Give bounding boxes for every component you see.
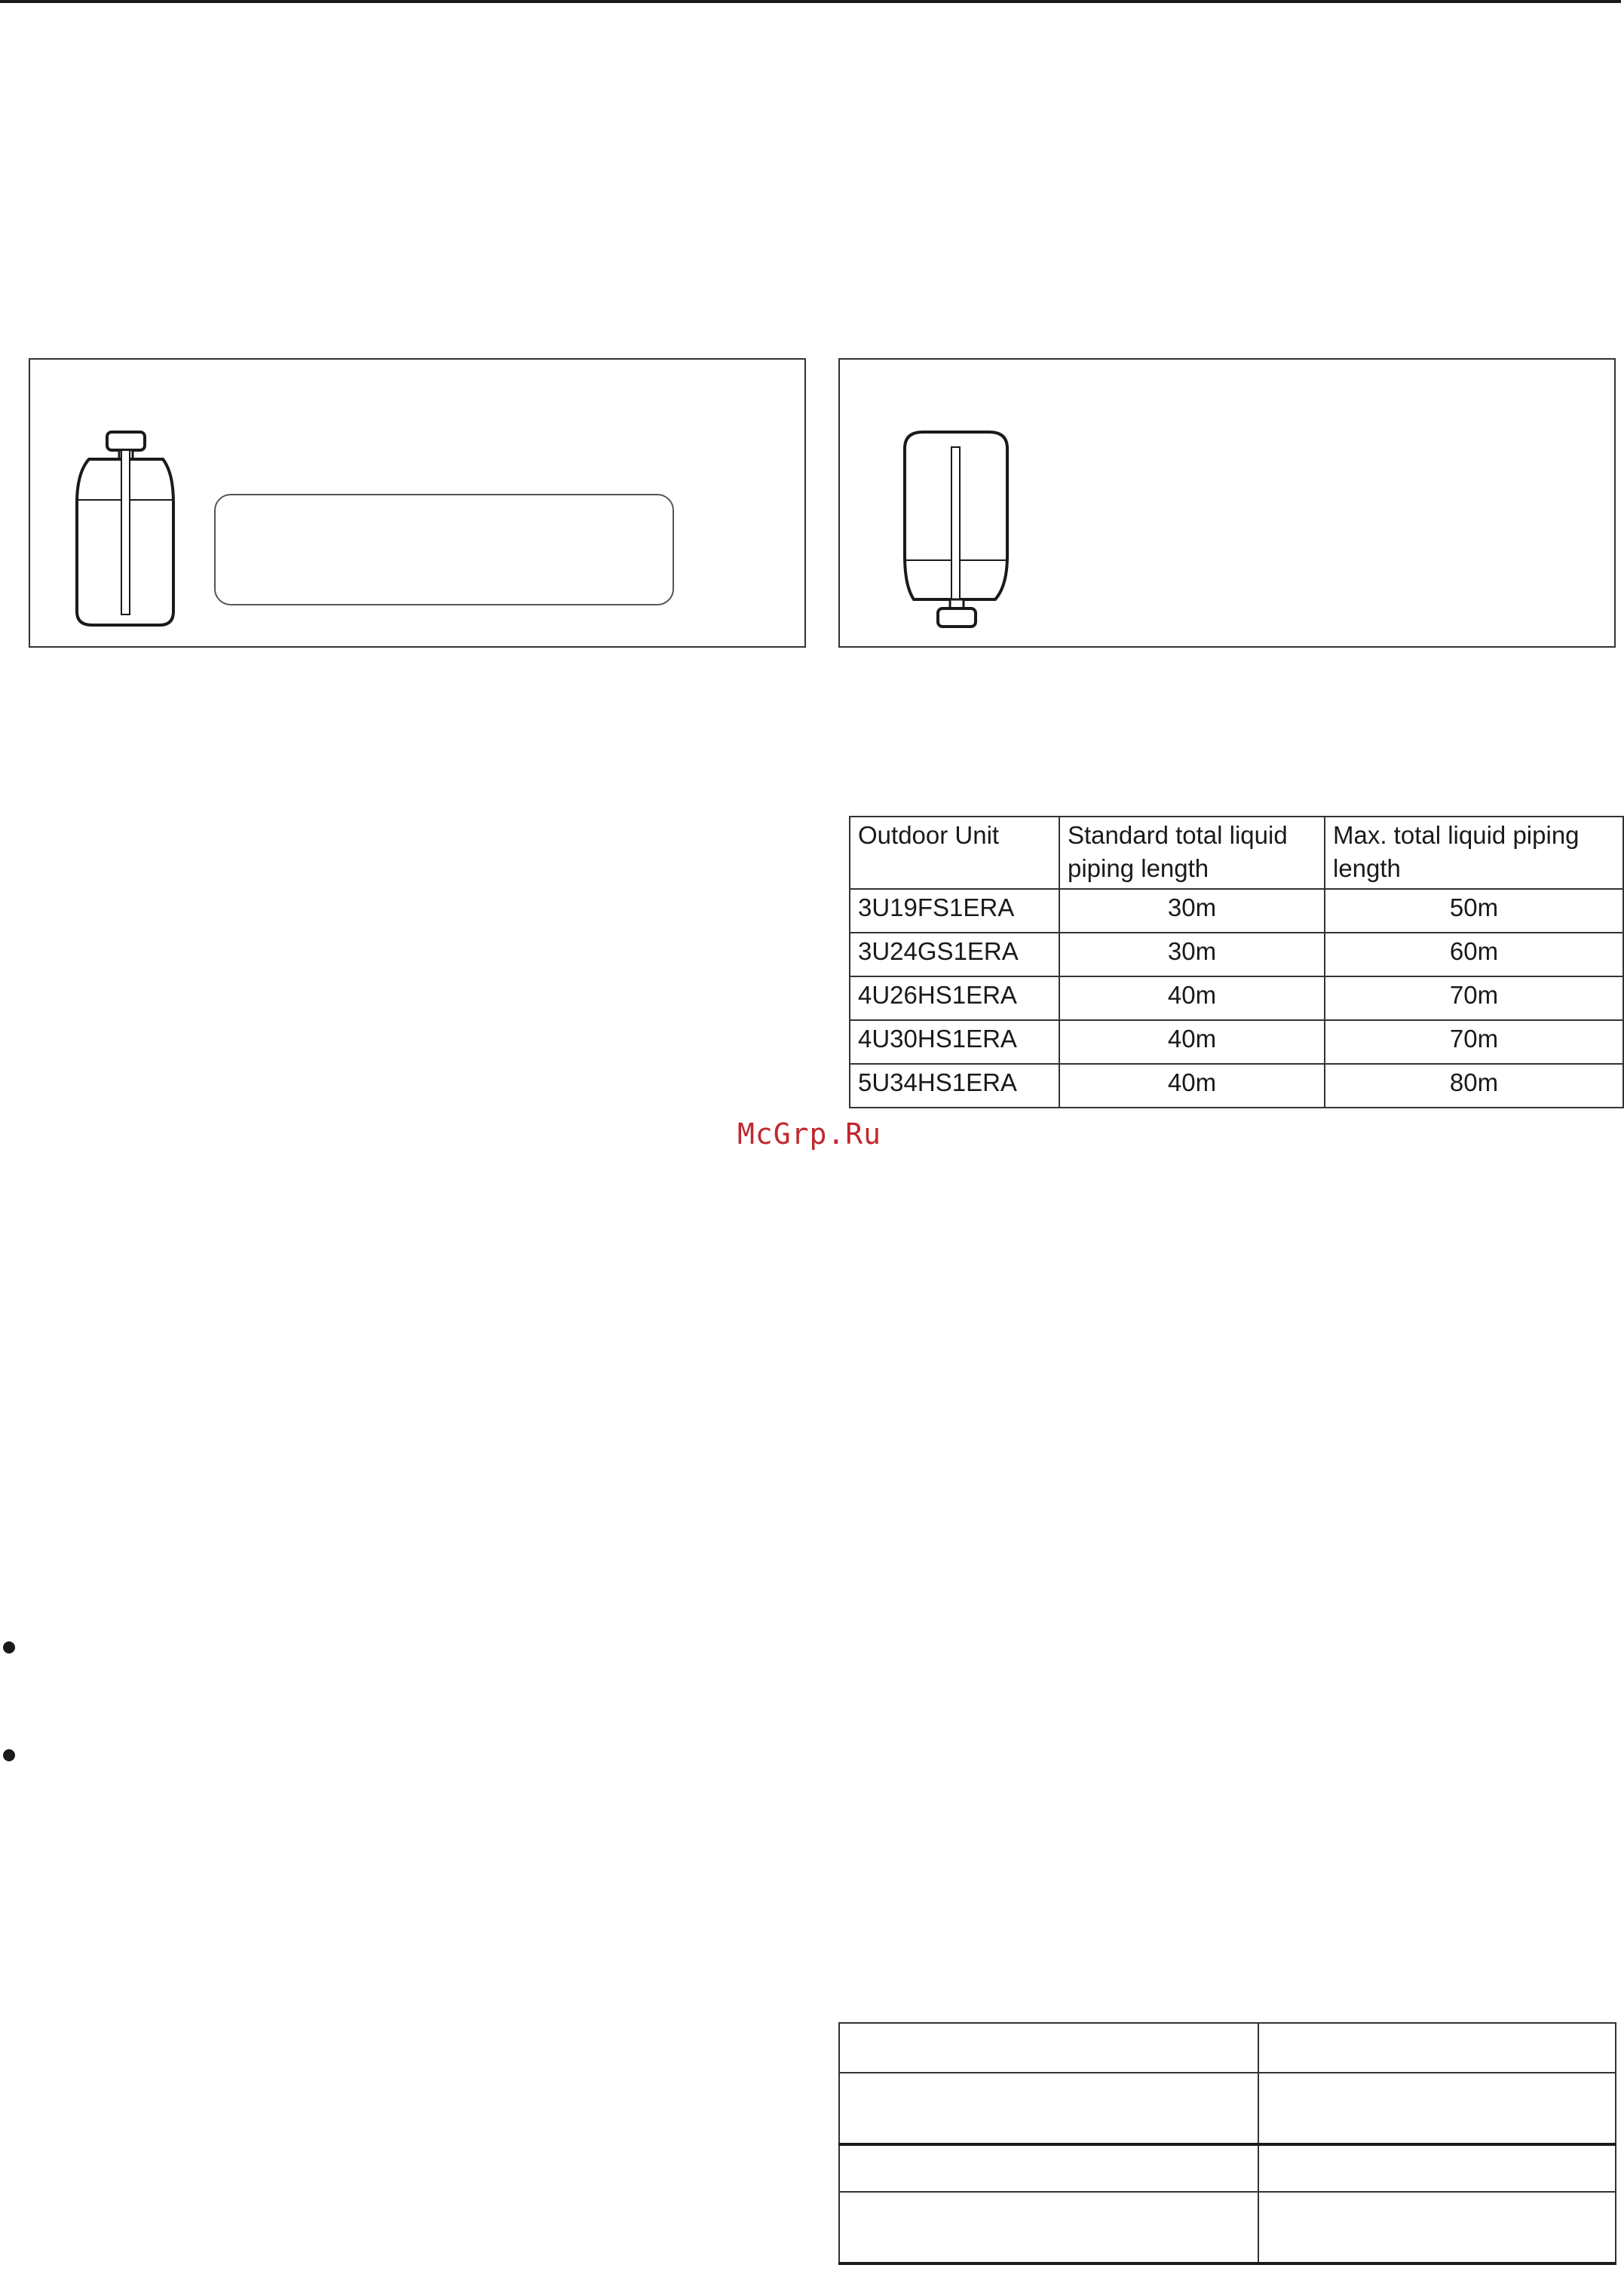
max-length-cell: 50m: [1325, 889, 1623, 933]
label-box: [214, 494, 674, 605]
empty-table: [838, 2022, 1616, 2265]
top-rule: [0, 0, 1621, 3]
max-length-cell: 70m: [1325, 976, 1623, 1020]
cylinder-upright-panel: [29, 358, 806, 648]
table-cell: [1258, 2073, 1616, 2144]
refrigerant-cylinder-inverted-icon: [840, 360, 1617, 649]
model-cell: 5U34HS1ERA: [850, 1064, 1059, 1108]
table-cell: [1258, 2023, 1616, 2073]
table-row: [850, 1064, 1623, 1108]
standard-length-cell: 30m: [1059, 933, 1325, 976]
table-cell: [839, 2144, 1258, 2192]
table-cell: [1258, 2192, 1616, 2263]
max-length-cell: 70m: [1325, 1020, 1623, 1064]
table-cell: [839, 2192, 1258, 2263]
table-row: [850, 889, 1623, 933]
table-row: [850, 1020, 1623, 1064]
standard-length-cell: 40m: [1059, 1020, 1325, 1064]
max-length-cell: 60m: [1325, 933, 1623, 976]
model-cell: 4U26HS1ERA: [850, 976, 1059, 1020]
watermark: McGrp.Ru: [737, 1117, 882, 1151]
table-row: [839, 2144, 1616, 2192]
table-cell: [839, 2073, 1258, 2144]
model-cell: 4U30HS1ERA: [850, 1020, 1059, 1064]
piping-length-table: [849, 816, 1624, 1108]
standard-length-cell: 30m: [1059, 889, 1325, 933]
cylinder-inverted-panel: [838, 358, 1616, 648]
table-row: [839, 2192, 1616, 2263]
header-standard-length: Standard total liquid piping length: [1059, 817, 1325, 889]
bullet: [3, 1641, 15, 1653]
table-header-row: [850, 817, 1623, 889]
bullet: [3, 1749, 15, 1761]
header-max-length: Max. total liquid piping length: [1325, 817, 1623, 889]
max-length-cell: 80m: [1325, 1064, 1623, 1108]
standard-length-cell: 40m: [1059, 1064, 1325, 1108]
table-row: [850, 933, 1623, 976]
table-cell: [1258, 2144, 1616, 2192]
header-outdoor-unit: Outdoor Unit: [850, 817, 1059, 889]
model-cell: 3U19FS1ERA: [850, 889, 1059, 933]
table-row: [850, 976, 1623, 1020]
table-row: [839, 2073, 1616, 2144]
table-row: [839, 2023, 1616, 2073]
standard-length-cell: 40m: [1059, 976, 1325, 1020]
model-cell: 3U24GS1ERA: [850, 933, 1059, 976]
table-cell: [839, 2023, 1258, 2073]
